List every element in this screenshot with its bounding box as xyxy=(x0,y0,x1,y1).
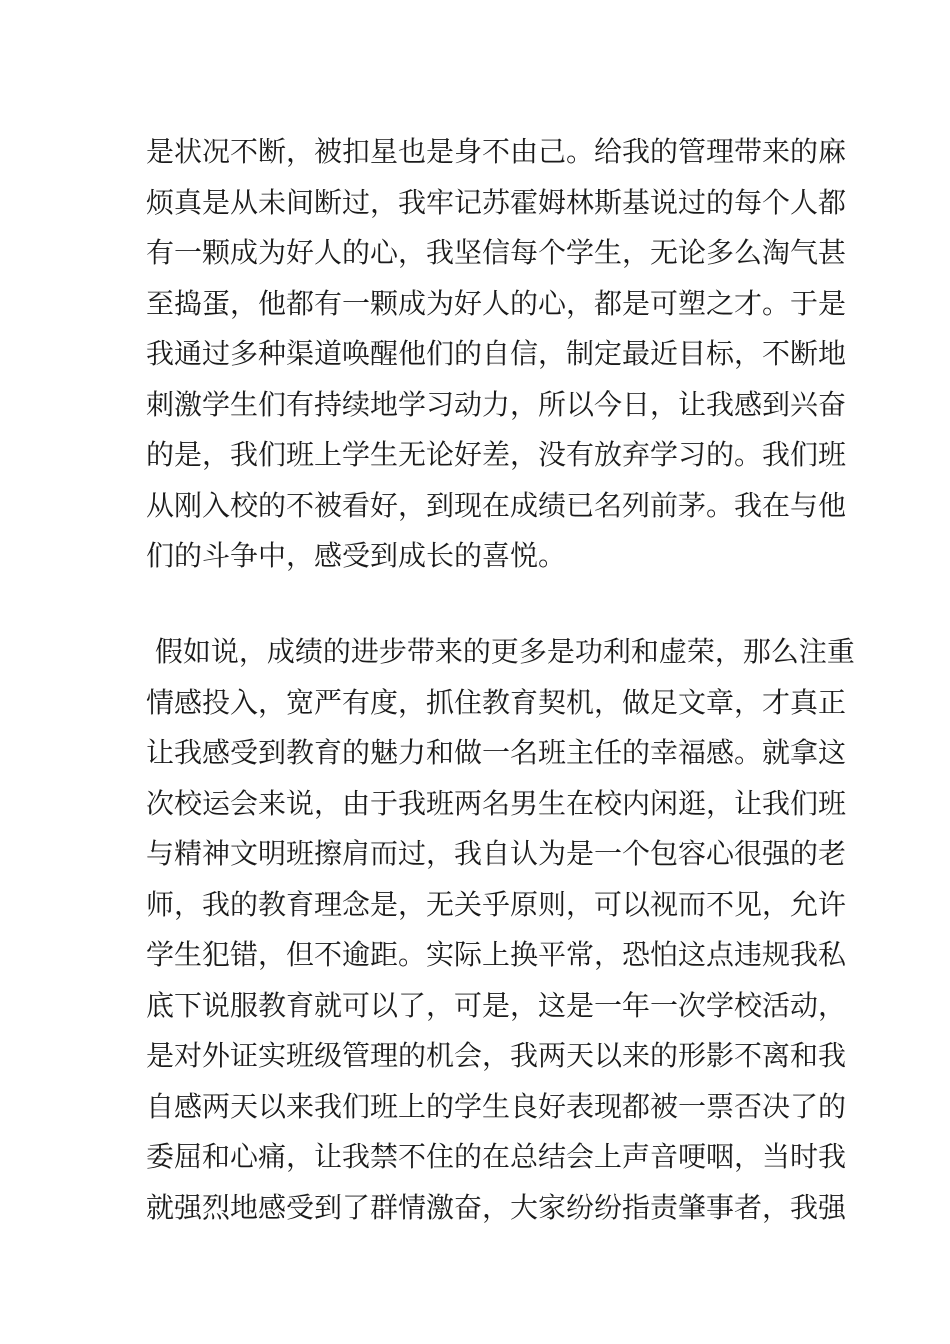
paragraph-line: 我通过多种渠道唤醒他们的自信，制定最近目标，不断地 xyxy=(146,337,847,370)
paragraph-line: 假如说，成绩的进步带来的更多是功利和虚荣，那么注重 xyxy=(146,635,855,668)
paragraph-line: 次校运会来说，由于我班两名男生在校内闲逛，让我们班 xyxy=(146,786,847,820)
paragraph-line: 至捣蛋，他都有一颗成为好人的心，都是可塑之才。于是 xyxy=(146,286,847,320)
paragraph-line: 委屈和心痛，让我禁不住的在总结会上声音哽咽，当时我 xyxy=(146,1140,847,1173)
paragraph-line: 自感两天以来我们班上的学生良好表现都被一票否决了的 xyxy=(146,1089,847,1123)
paragraph-line: 就强烈地感受到了群情激奋，大家纷纷指责肇事者，我强 xyxy=(146,1190,847,1224)
paragraph-line: 从刚入校的不被看好，到现在成绩已名列前茅。我在与他 xyxy=(146,488,847,522)
paragraph-line: 学生犯错，但不逾距。实际上换平常，恐怕这点违规我私 xyxy=(146,938,847,971)
paragraph-line: 底下说服教育就可以了，可是，这是一年一次学校活动， xyxy=(146,988,847,1022)
paragraph-2 xyxy=(146,627,855,1233)
paragraph-line: 让我感受到教育的魅力和做一名班主任的幸福感。就拿这 xyxy=(146,736,847,769)
paragraph-line: 刺激学生们有持续地学习动力，所以今日，让我感到兴奋 xyxy=(146,387,847,421)
paragraph-1 xyxy=(146,127,847,582)
paragraph-line: 师，我的教育理念是，无关乎原则，可以视而不见，允许 xyxy=(146,887,847,921)
paragraph-line: 烦真是从未间断过，我牢记苏霍姆林斯基说过的每个人都 xyxy=(146,185,847,219)
paragraph-line: 的是，我们班上学生无论好差，没有放弃学习的。我们班 xyxy=(146,438,847,471)
paragraph-line: 们的斗争中，感受到成长的喜悦。 xyxy=(146,539,567,572)
paragraph-line: 情感投入，宽严有度，抓住教育契机，做足文章，才真正 xyxy=(146,685,847,719)
paragraph-line: 有一颗成为好人的心，我坚信每个学生，无论多么淘气甚 xyxy=(146,236,847,269)
paragraph-line: 与精神文明班擦肩而过，我自认为是一个包容心很强的老 xyxy=(146,837,847,870)
paragraph-line: 是对外证实班级管理的机会，我两天以来的形影不离和我 xyxy=(146,1039,847,1072)
paragraph-line: 是状况不断，被扣星也是身不由己。给我的管理带来的麻 xyxy=(146,135,847,168)
